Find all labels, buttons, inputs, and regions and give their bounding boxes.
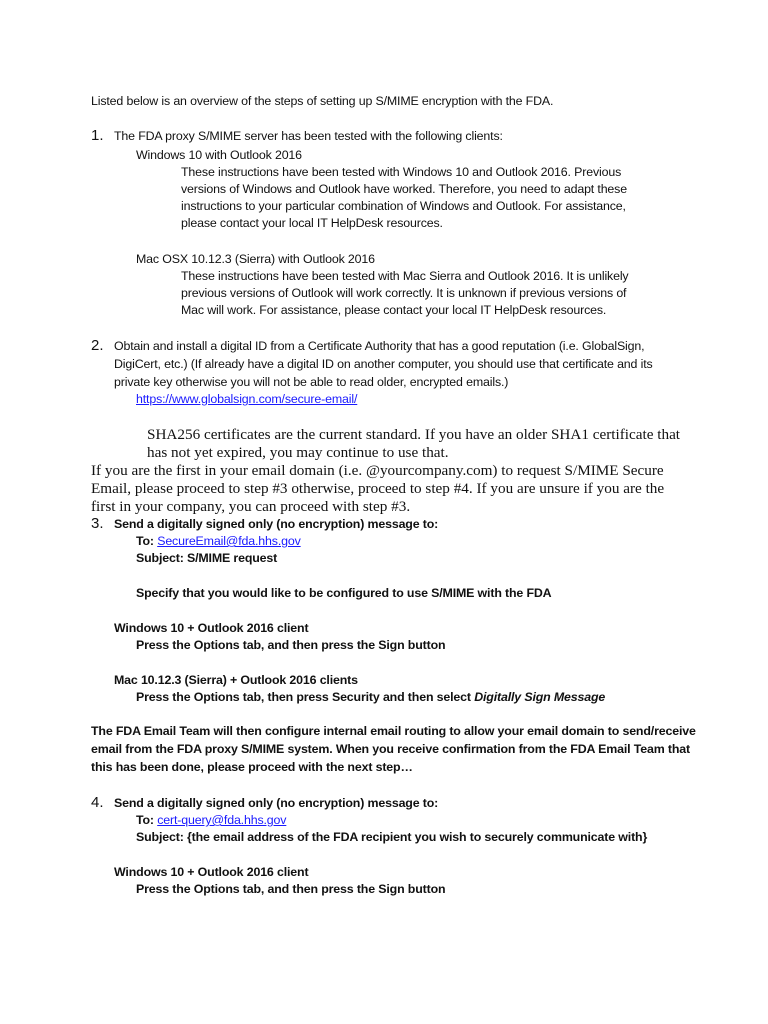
step-1-client-windows: Windows 10 with Outlook 2016 [136, 148, 302, 162]
digitally-sign-message-label: Digitally Sign Message [474, 690, 606, 704]
step-3-to-label: To: [136, 534, 154, 548]
step-2-text-line: DigiCert, etc.) (If already have a digital ID on another computer, you should use that certificate and its [114, 357, 653, 371]
domain-note-line: If you are the first in your email domain (i.e. @yourcompany.com) to request S/MIME Secure [91, 462, 664, 479]
step-3-subject: Subject: S/MIME request [136, 551, 278, 565]
step-2-number: 2. [91, 337, 104, 354]
secure-email-link[interactable]: SecureEmail@fda.hhs.gov [157, 534, 301, 548]
step-3-windows-instruction: Press the Options tab, and then press the Sign button [136, 638, 446, 652]
step-3-specify: Specify that you would like to be configured to use S/MIME with the FDA [136, 586, 552, 600]
step-1-mac-note-line: These instructions have been tested with Mac Sierra and Outlook 2016. It is unlikely [181, 269, 629, 283]
team-note-line: The FDA Email Team will then configure internal email routing to allow your email domain to send/receive [91, 724, 696, 738]
step-4-heading: Send a digitally signed only (no encryption) message to: [114, 796, 439, 810]
step-4-windows-client: Windows 10 + Outlook 2016 client [114, 865, 309, 879]
step-1-windows-note-line: versions of Windows and Outlook have worked. Therefore, you need to adapt these [181, 182, 627, 196]
step-3-mac-instruction [136, 688, 605, 707]
cert-query-link[interactable]: cert-query@fda.hhs.gov [157, 813, 287, 827]
step-4-number: 4. [91, 794, 104, 811]
step-4-to-label: To: [136, 813, 154, 827]
step-2-text-line: Obtain and install a digital ID from a Certificate Authority that has a good reputation (i.e. GlobalSign, [114, 339, 645, 353]
step-1-client-mac: Mac OSX 10.12.3 (Sierra) with Outlook 2016 [136, 252, 375, 266]
step-4-windows-instruction: Press the Options tab, and then press the Sign button [136, 882, 446, 896]
step-3-mac-client: Mac 10.12.3 (Sierra) + Outlook 2016 clients [114, 673, 358, 687]
step-1-windows-note-line: These instructions have been tested with Windows 10 and Outlook 2016. Previous [181, 165, 622, 179]
step-1-mac-note-line: previous versions of Outlook will work correctly. It is unknown if previous versions of [181, 286, 627, 300]
step-3-number: 3. [91, 515, 104, 532]
domain-note-line: Email, please proceed to step #3 otherwise, proceed to step #4. If you are unsure if you are the [91, 480, 665, 497]
sha-note-line: has not yet expired, you may continue to use that. [147, 444, 449, 461]
step-1-windows-note-line: please contact your local IT HelpDesk resources. [181, 216, 443, 230]
step-1-mac-note-line: Mac will work. For assistance, please contact your local IT HelpDesk resources. [181, 303, 607, 317]
step-3-windows-client: Windows 10 + Outlook 2016 client [114, 621, 309, 635]
sha-note-line: SHA256 certificates are the current standard. If you have an older SHA1 certificate that [147, 426, 681, 443]
step-3-mac-instruction-text: Press the Options tab, then press Security and then select [136, 690, 471, 704]
team-note-line: this has been done, please proceed with the next step… [91, 760, 413, 774]
domain-note-line: first in your company, you can proceed with step #3. [91, 498, 411, 515]
globalsign-link[interactable]: https://www.globalsign.com/secure-email/ [136, 392, 358, 406]
intro-text: Listed below is an overview of the steps of setting up S/MIME encryption with the FDA. [91, 94, 554, 108]
step-3-heading: Send a digitally signed only (no encryption) message to: [114, 517, 439, 531]
step-1-windows-note-line: instructions to your particular combination of Windows and Outlook. For assistance, [181, 199, 626, 213]
step-4-subject: Subject: {the email address of the FDA recipient you wish to securely communicate with} [136, 830, 648, 844]
team-note-line: email from the FDA proxy S/MIME system. When you receive confirmation from the FDA Email Team that [91, 742, 690, 756]
step-1-number: 1. [91, 127, 104, 144]
step-2-text-line: private key otherwise you will not be able to read older, encrypted emails.) [114, 375, 509, 389]
step-1-heading: The FDA proxy S/MIME server has been tested with the following clients: [114, 129, 503, 143]
